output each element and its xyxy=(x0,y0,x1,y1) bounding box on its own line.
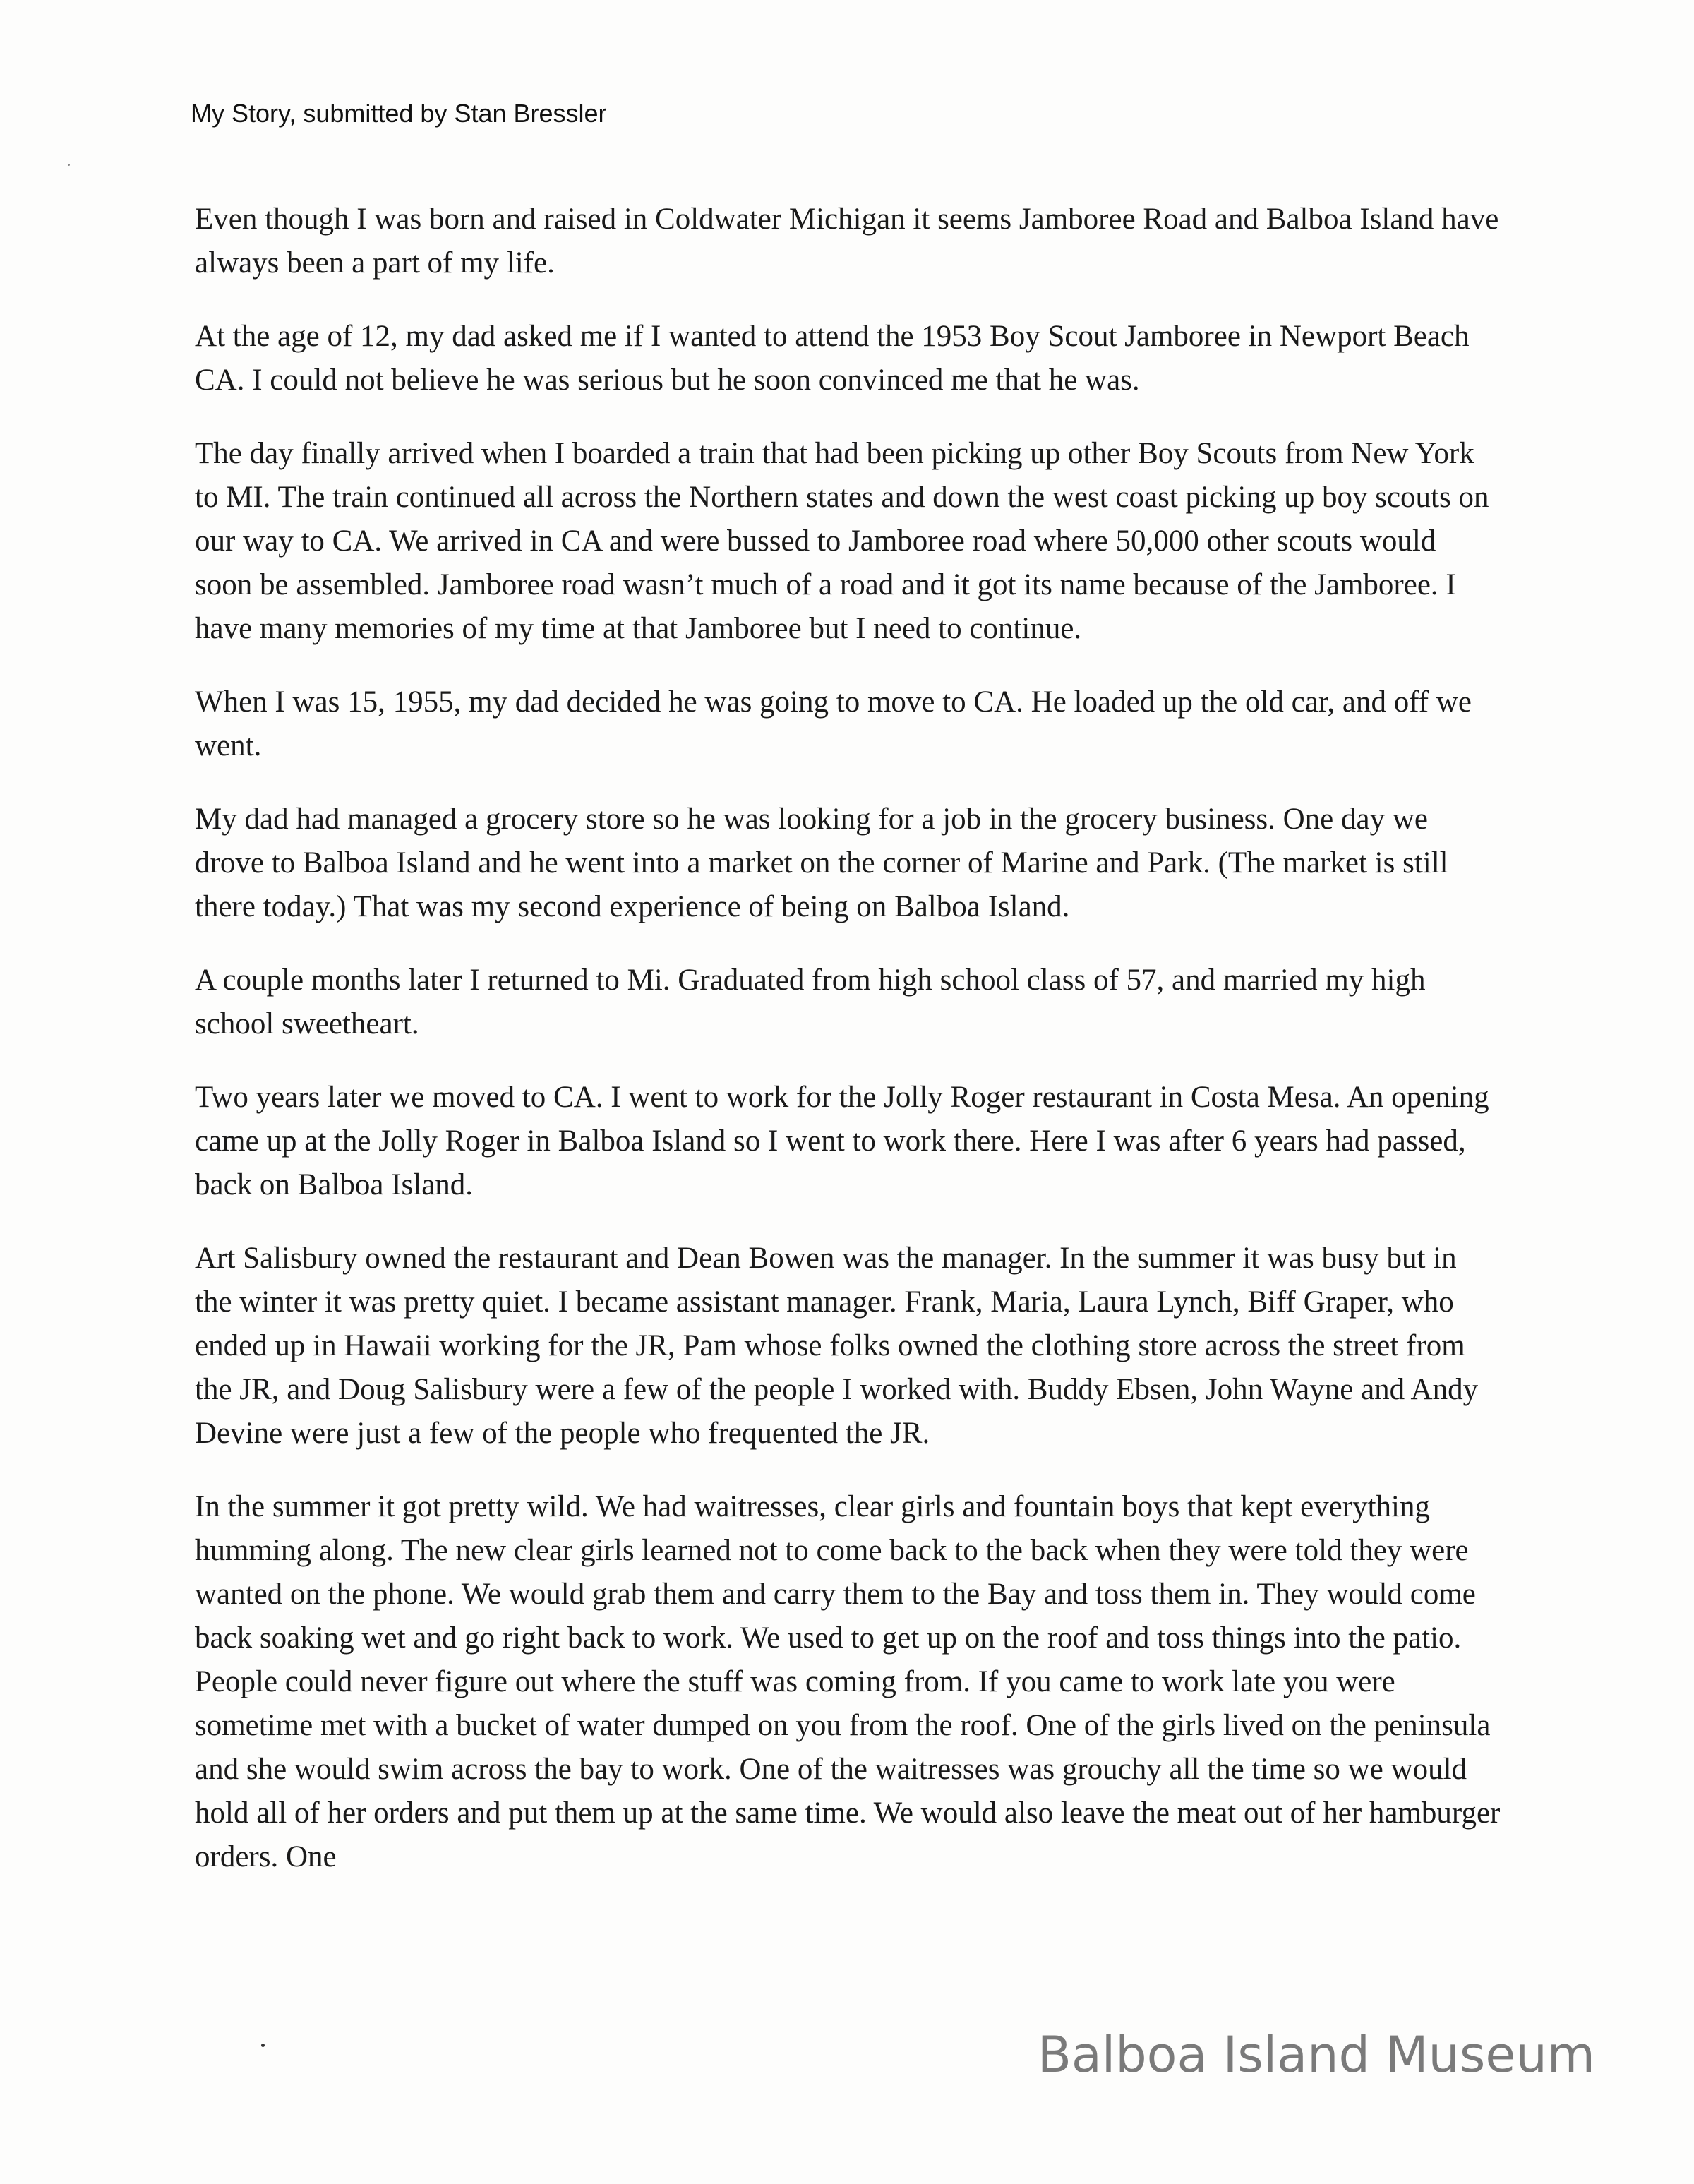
paragraph-8: Art Salisbury owned the restaurant and Dean Bowen was the manager. In the summer it was busy but in the winter it was pretty quiet. I became assistant manager. Frank, Maria, Laura Lynch, Biff Graper, who ended up in Hawaii working for the JR, Pam whose folks owned the clothing store across the street from the JR, and Doug Salisbury were a few of the people I worked with. Buddy Ebsen, John Wayne and Andy Devine were just a few of the people who frequented the JR. xyxy=(195,1242,1479,1450)
paragraph-2: At the age of 12, my dad asked me if I wanted to attend the 1953 Boy Scout Jamboree in Newport Beach CA. I could not believe he was serious but he soon convinced me that he was. xyxy=(195,320,1470,397)
document-body xyxy=(195,198,1501,1879)
scan-speck xyxy=(68,164,70,166)
document-header: My Story, submitted by Stan Bressler xyxy=(191,99,607,128)
paragraph-7: Two years later we moved to CA. I went to work for the Jolly Roger restaurant in Costa Mesa. An opening came up at the Jolly Roger in Balboa Island so I went to work there. Here I was after 6 years had passed, back on Balboa Island. xyxy=(195,1081,1489,1201)
paragraph-1: Even though I was born and raised in Coldwater Michigan it seems Jamboree Road and Balboa Island have always been a part of my life. xyxy=(195,203,1499,280)
scan-speck xyxy=(261,2044,265,2047)
paragraph-9: In the summer it got pretty wild. We had waitresses, clear girls and fountain boys that kept everything humming along. The new clear girls learned not to come back to the back when they were told they were wanted on the phone. We would grab them and carry them to the Bay and toss them in. They would come back soaking wet and go right back to work. We used to get up on the roof and toss things into the patio. People could never figure out where the stuff was coming from. If you came to work late you were sometime met with a bucket of water dumped on you from the roof. One of the girls lived on the peninsula and she would swim across the bay to work. One of the waitresses was grouchy all the time so we would hold all of her orders and put them up at the same time. We would also leave the meat out of her hamburger orders. One xyxy=(195,1490,1501,1873)
paragraph-5: My dad had managed a grocery store so he was looking for a job in the grocery business. One day we drove to Balboa Island and he went into a market on the corner of Marine and Park. (The market is still there today.) That was my second experience of being on Balboa Island. xyxy=(195,803,1448,923)
paragraph-6: A couple months later I returned to Mi. Graduated from high school class of 57, and married my high school sweetheart. xyxy=(195,964,1426,1040)
paragraph-3: The day finally arrived when I boarded a train that had been picking up other Boy Scouts from New York to MI. The train continued all across the Northern states and down the west coast picking up boy scouts on our way to CA. We arrived in CA and were bussed to Jamboree road where 50,000 other scouts would soon be assembled. Jamboree road wasn’t much of a road and it got its name because of the Jamboree. I have many memories of my time at that Jamboree but I need to continue. xyxy=(195,437,1489,645)
museum-watermark: Balboa Island Museum xyxy=(1037,2026,1595,2084)
paragraph-4: When I was 15, 1955, my dad decided he was going to move to CA. He loaded up the old car, and off we went. xyxy=(195,685,1472,762)
